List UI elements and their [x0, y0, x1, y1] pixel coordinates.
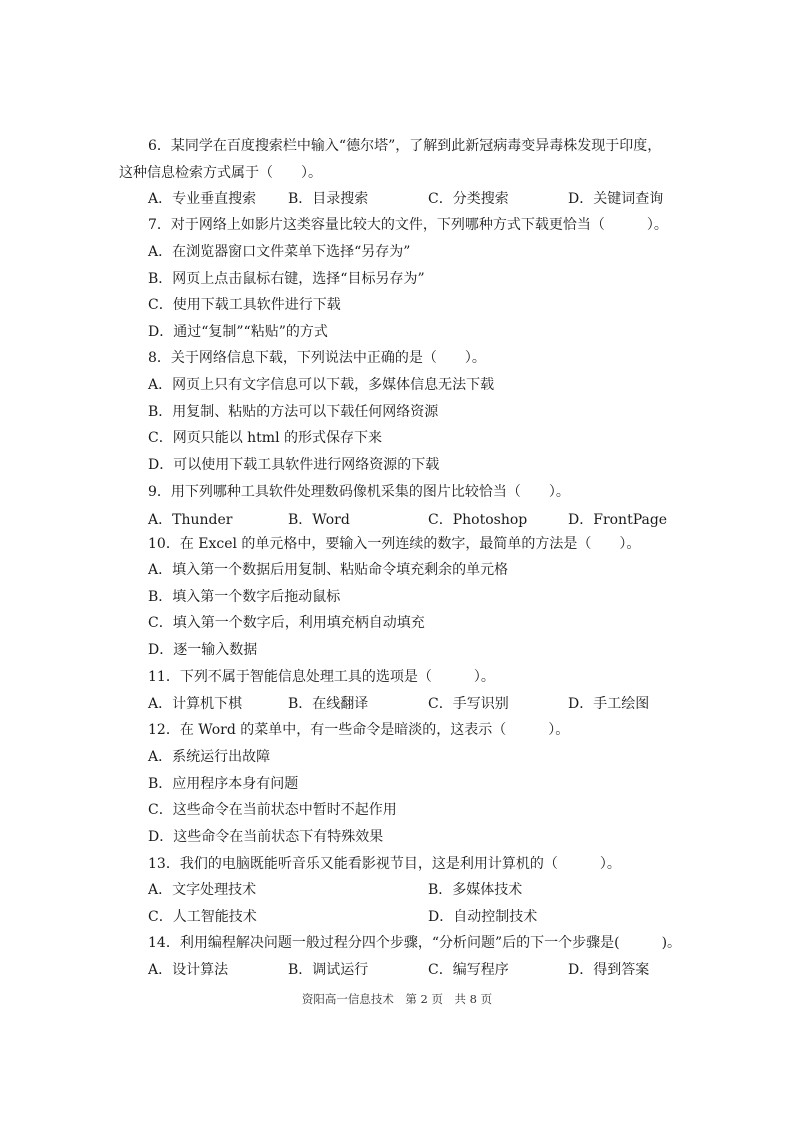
question-8-option-d: D．可以使用下载工具软件进行网络资源的下载 — [148, 457, 440, 473]
option-a: A．设计算法 — [148, 962, 229, 978]
question-12-stem: 12．在 Word 的菜单中，有一些命令是暗淡的，这表示（ ）。 — [148, 722, 570, 738]
option-d: D．自动控制技术 — [428, 909, 538, 925]
question-11-stem: 11．下列不属于智能信息处理工具的选项是（ ）。 — [148, 669, 495, 685]
question-8-option-a: A．网页上只有文字信息可以下载，多媒体信息无法下载 — [148, 377, 495, 393]
question-7-option-b: B．网页上点击鼠标右键，选择“目标另存为” — [148, 271, 425, 287]
page-footer: 资阳高一信息技术 第 2 页 共 8 页 — [301, 992, 493, 1006]
question-8-option-b: B．用复制、粘贴的方法可以下载任何网络资源 — [148, 404, 439, 420]
question-12-option-d: D．这些命令在当前状态下有特殊效果 — [148, 829, 384, 845]
option-d: D．得到答案 — [568, 962, 650, 978]
option-b: B．Word — [288, 512, 350, 528]
question-12-option-a: A．系统运行出故障 — [148, 749, 271, 765]
option-c: C．手写识别 — [428, 696, 509, 712]
question-9-stem: 9．用下列哪种工具软件处理数码像机采集的图片比较恰当（ ）。 — [148, 484, 570, 500]
option-b: B．在线翻译 — [288, 696, 369, 712]
option-b: B．目录搜索 — [288, 191, 369, 207]
question-6-stem-continued: 这种信息检索方式属于（ ）。 — [119, 165, 322, 181]
option-a: A．Thunder — [148, 512, 233, 528]
question-10-option-b: B．填入第一个数字后拖动鼠标 — [148, 589, 341, 605]
question-8-stem: 8．关于网络信息下载，下列说法中正确的是（ ）。 — [148, 350, 486, 366]
question-12-option-c: C．这些命令在当前状态中暂时不起作用 — [148, 802, 397, 818]
question-14-stem: 14．利用编程解决问题一般过程分四个步骤，“分析问题”后的下一个步骤是( )。 — [148, 935, 682, 951]
option-c: C．Photoshop — [428, 512, 528, 528]
question-7-option-d: D．通过“复制”“粘贴”的方式 — [148, 324, 328, 340]
question-13-options-row-1 — [0, 877, 794, 903]
option-c: C．分类搜索 — [428, 191, 509, 207]
option-d: D．手工绘图 — [568, 696, 650, 712]
option-d: D．FrontPage — [568, 512, 668, 528]
question-13-stem: 13．我们的电脑既能听音乐又能看影视节目，这是利用计算机的（ ）。 — [148, 856, 621, 872]
question-10-option-c: C．填入第一个数字后，利用填充柄自动填充 — [148, 615, 425, 631]
question-7-option-a: A．在浏览器窗口文件菜单下选择“另存为” — [148, 244, 411, 260]
question-12-option-b: B．应用程序本身有问题 — [148, 776, 299, 792]
question-8-option-c: C．网页只能以 html 的形式保存下来 — [148, 430, 383, 446]
option-b: B．调试运行 — [288, 962, 369, 978]
option-a: A．专业垂直搜索 — [148, 191, 257, 207]
option-c: C．编写程序 — [428, 962, 509, 978]
option-d: D．关键词查询 — [568, 191, 664, 207]
option-b: B．多媒体技术 — [428, 882, 523, 898]
question-10-stem: 10．在 Excel 的单元格中，要输入一列连续的数字，最简单的方法是（ ）。 — [148, 536, 641, 552]
option-a: A．文字处理技术 — [148, 882, 257, 898]
question-7-option-c: C．使用下载工具软件进行下载 — [148, 297, 341, 313]
question-13-options-row-2 — [0, 904, 794, 930]
question-11-options — [0, 691, 794, 717]
question-9-options — [0, 507, 794, 533]
question-6-stem: 6．某同学在百度搜索栏中输入“德尔塔”，了解到此新冠病毒变异毒株发现于印度， — [148, 138, 662, 154]
option-c: C．人工智能技术 — [148, 909, 257, 925]
question-10-option-a: A．填入第一个数据后用复制、粘贴命令填充剩余的单元格 — [148, 562, 509, 578]
question-7-stem: 7．对于网络上如影片这类容量比较大的文件，下列哪种方式下载更恰当（ ）。 — [148, 217, 668, 233]
option-a: A．计算机下棋 — [148, 696, 243, 712]
question-6-options — [0, 186, 794, 212]
question-10-option-d: D．逐一输入数据 — [148, 642, 258, 658]
question-14-options — [0, 957, 794, 983]
